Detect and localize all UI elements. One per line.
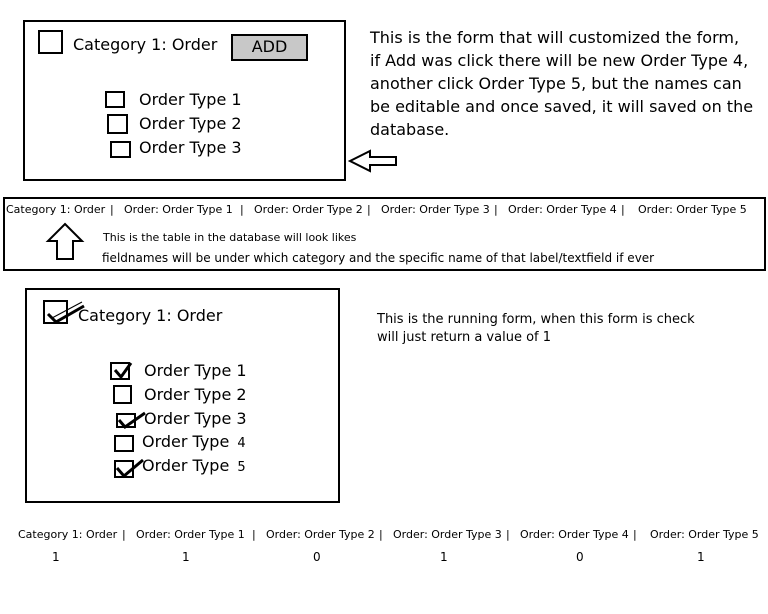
design-order-type-3-label: Order Type 3 (139, 138, 242, 157)
column-separator: | (621, 203, 625, 216)
design-note-line: another click Order Type 5, but the names can (370, 74, 742, 93)
result-column-header: Order: Order Type 4 (520, 528, 629, 541)
running-order-type-4-label (142, 432, 246, 451)
db-column-header: Order: Order Type 4 (508, 203, 617, 216)
result-column-header: Order: Order Type 1 (136, 528, 245, 541)
running-category-label: Category 1: Order (78, 306, 223, 325)
running-note-line: This is the running form, when this form is check (377, 312, 695, 327)
running-order-type-1-label: Order Type 1 (144, 361, 247, 380)
running-order-type-5-label (142, 456, 246, 475)
design-order-type-2-checkbox[interactable] (107, 114, 128, 134)
column-separator: | (367, 203, 371, 216)
order-type-label-text: Order Type (142, 432, 235, 451)
design-category-checkbox[interactable] (38, 30, 63, 54)
result-value: 0 (313, 550, 321, 564)
checkmark-icon (115, 410, 147, 430)
db-column-header: Order: Order Type 3 (381, 203, 490, 216)
design-category-label: Category 1: Order (73, 35, 218, 54)
db-column-header: Order: Order Type 1 (124, 203, 233, 216)
design-note-line: This is the form that will customized the form, (370, 28, 740, 47)
running-note-line: will just return a value of 1 (377, 330, 552, 345)
result-value: 1 (697, 550, 705, 564)
column-separator: | (122, 528, 126, 541)
result-column-header: Category 1: Order (18, 528, 118, 541)
result-value: 1 (52, 550, 60, 564)
design-note-line: be editable and once saved, it will saved on the (370, 97, 754, 116)
result-value: 0 (576, 550, 584, 564)
order-type-number: 5 (237, 460, 246, 475)
design-note-line: database. (370, 120, 450, 139)
order-type-label-text: Order Type (142, 456, 235, 475)
design-note (370, 26, 753, 141)
result-column-header: Order: Order Type 2 (266, 528, 375, 541)
db-fieldnames-note: fieldnames will be under which category and the specific name of that label/textfield if ever (102, 251, 655, 265)
result-value: 1 (440, 550, 448, 564)
running-order-type-4-checkbox[interactable] (114, 435, 134, 452)
result-column-header: Order: Order Type 5 (650, 528, 759, 541)
column-separator: | (494, 203, 498, 216)
column-separator: | (240, 203, 244, 216)
running-order-type-2-label: Order Type 2 (144, 385, 247, 404)
column-separator: | (633, 528, 637, 541)
design-order-type-3-checkbox[interactable] (110, 141, 131, 158)
order-type-number: 4 (237, 436, 246, 451)
db-table-note: This is the table in the database will look likes (103, 231, 357, 244)
design-note-line: if Add was click there will be new Order Type 4, (370, 51, 749, 70)
left-arrow-icon (348, 149, 400, 173)
db-column-header: Order: Order Type 2 (254, 203, 363, 216)
column-separator: | (252, 528, 256, 541)
db-column-header: Category 1: Order (6, 203, 106, 216)
design-order-type-1-label: Order Type 1 (139, 90, 242, 109)
column-separator: | (379, 528, 383, 541)
design-order-type-2-label: Order Type 2 (139, 114, 242, 133)
design-order-type-1-checkbox[interactable] (105, 91, 125, 108)
checkmark-icon (113, 457, 145, 479)
checkmark-icon (112, 361, 134, 381)
add-button[interactable]: ADD (231, 34, 308, 61)
running-order-type-3-label: Order Type 3 (144, 409, 247, 428)
running-order-type-2-checkbox[interactable] (113, 385, 132, 404)
result-column-header: Order: Order Type 3 (393, 528, 502, 541)
column-separator: | (110, 203, 114, 216)
up-arrow-icon (45, 222, 85, 262)
result-value: 1 (182, 550, 190, 564)
running-note (377, 311, 695, 347)
column-separator: | (506, 528, 510, 541)
db-column-header: Order: Order Type 5 (638, 203, 747, 216)
